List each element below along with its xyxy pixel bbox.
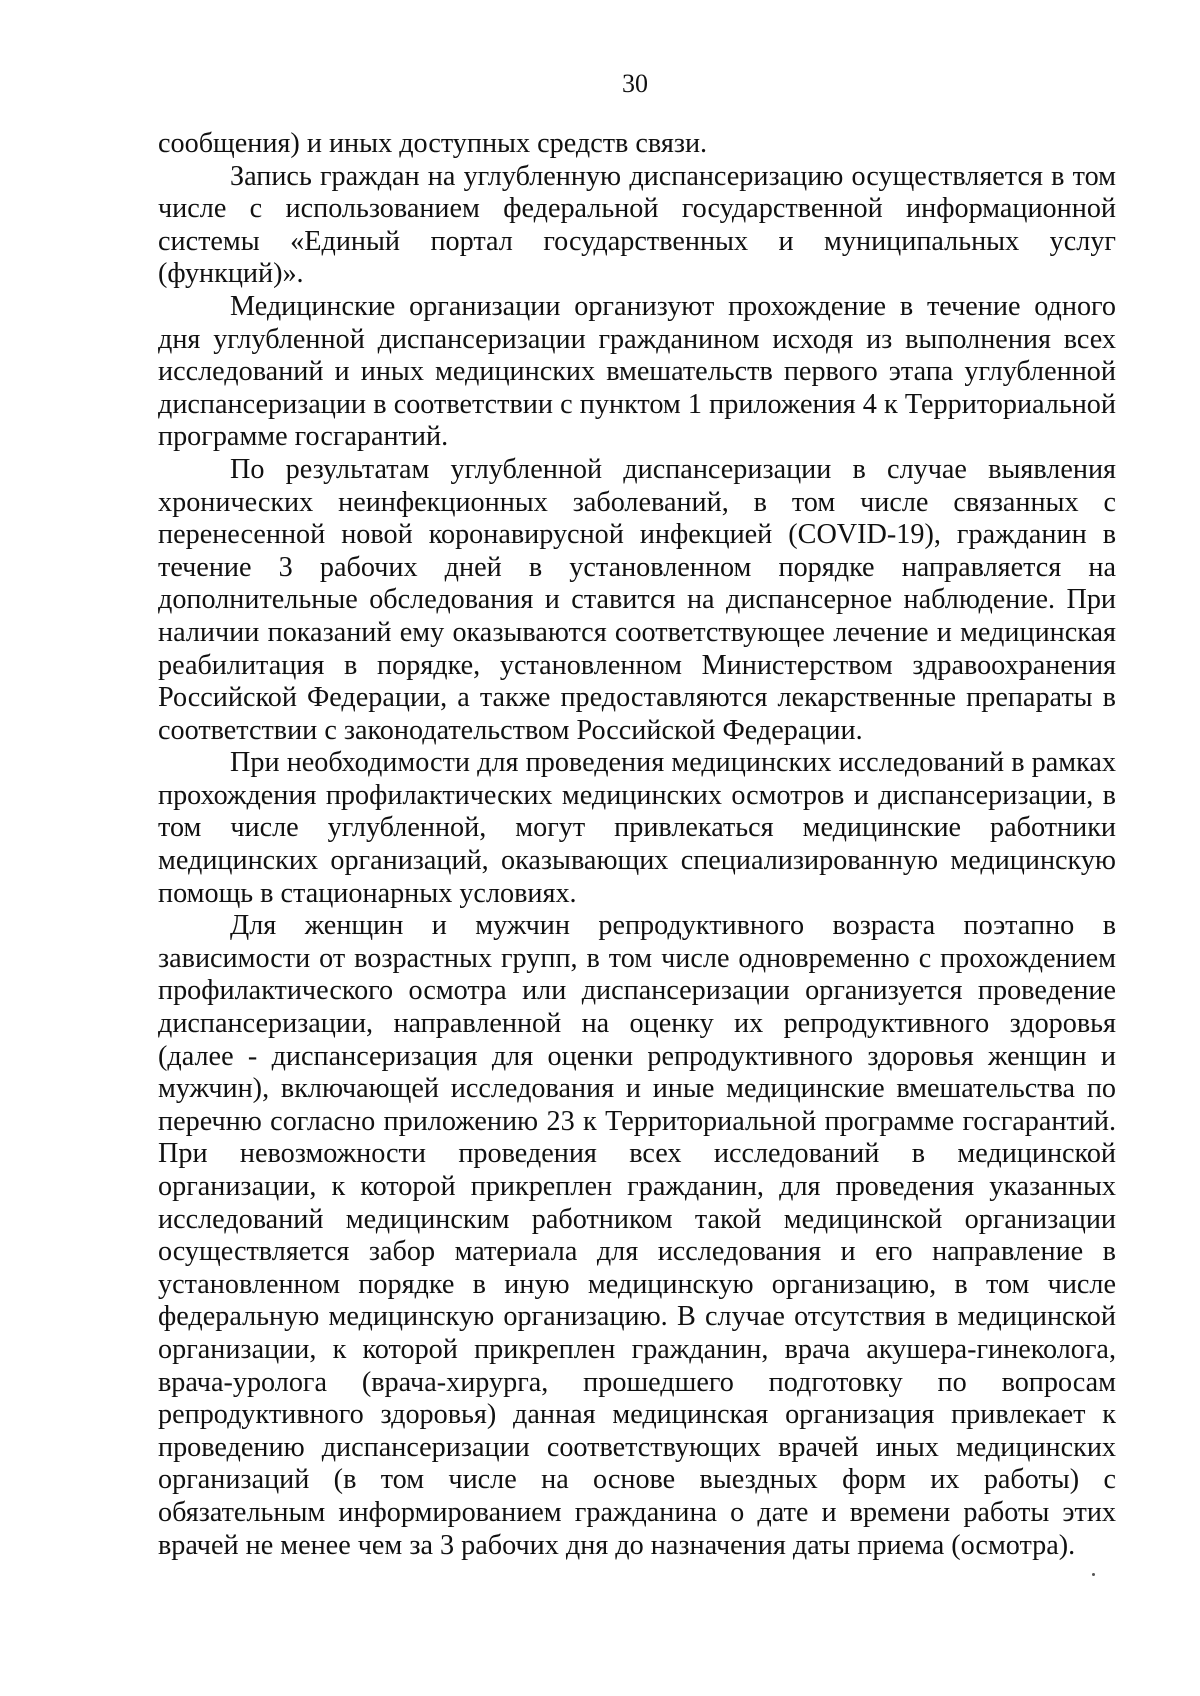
paragraph-specialists: При необходимости для проведения медицинских исследований в рамках прохождения профилактических медицинских осмотров и диспансеризации, в том числе углубленной, могут привлекаться медицинские работники медицинских организаций, оказывающих специализированную медицинскую помощь в стационарных условиях. (158, 747, 1116, 909)
paragraph-reproductive-health: Для женщин и мужчин репродуктивного возраста поэтапно в зависимости от возрастных групп, в том числе одновременно с прохождением профилактического осмотра или диспансеризации организуется проведение диспансеризации, направленной на оценку их репродуктивного здоровья (далее - диспансеризация для оценки репродуктивного здоровья женщин и мужчин), включающей исследования и иные медицинские вмешательства по перечню согласно приложению 23 к Территориальной программе госгарантий. При невозможности проведения всех исследований в медицинской организации, к которой прикреплен гражданин, для проведения указанных исследований медицинским работником такой медицинской организации осуществляется забор материала для исследования и его направление в установленном порядке в иную медицинскую организацию, в том числе федеральную медицинскую организацию. В случае отсутствия в медицинской организации, к которой прикреплен гражданин, врача акушера-гинеколога, врача-уролога (врача-хирурга, прошедшего подготовку по вопросам репродуктивного здоровья) данная медицинская организация привлекает к проведению диспансеризации соответствующих врачей иных медицинских организаций (в том числе на основе выездных форм их работы) с обязательным информированием гражданина о дате и времени работы этих врачей не менее чем за 3 рабочих дня до назначения даты приема (осмотра). (158, 910, 1116, 1561)
paragraph-one-day-examination: Медицинские организации организуют прохождение в течение одного дня углубленной диспансеризации гражданином исходя из выполнения всех исследований и иных медицинских вмешательств первого этапа углубленной диспансеризации в соответствии с пунктом 1 приложения 4 к Территориальной программе госгарантий. (158, 290, 1116, 453)
scan-speck (1092, 1573, 1095, 1576)
paragraph-results: По результатам углубленной диспансеризации в случае выявления хронических неинфекционных заболеваний, в том числе связанных с перенесенной новой коронавирусной инфекцией (COVID-19), гражданин в течение 3 рабочих дней в установленном порядке направляется на дополнительные обследования и ставится на диспансерное наблюдение. При наличии показаний ему оказываются соответствующее лечение и медицинская реабилитация в порядке, установленном Министерством здравоохранения Российской Федерации, а также предоставляются лекарственные препараты в соответствии с законодательством Российской Федерации. (158, 453, 1116, 746)
paragraph-continuation: сообщения) и иных доступных средств связи. (158, 128, 708, 159)
paragraph-registration: Запись граждан на углубленную диспансеризацию осуществляется в том числе с использованием федеральной государственной информационной системы «Единый портал государственных и муниципальных услуг (функций)». (158, 160, 1116, 290)
page-number: 30 (622, 69, 648, 98)
document-body (158, 128, 1116, 1562)
